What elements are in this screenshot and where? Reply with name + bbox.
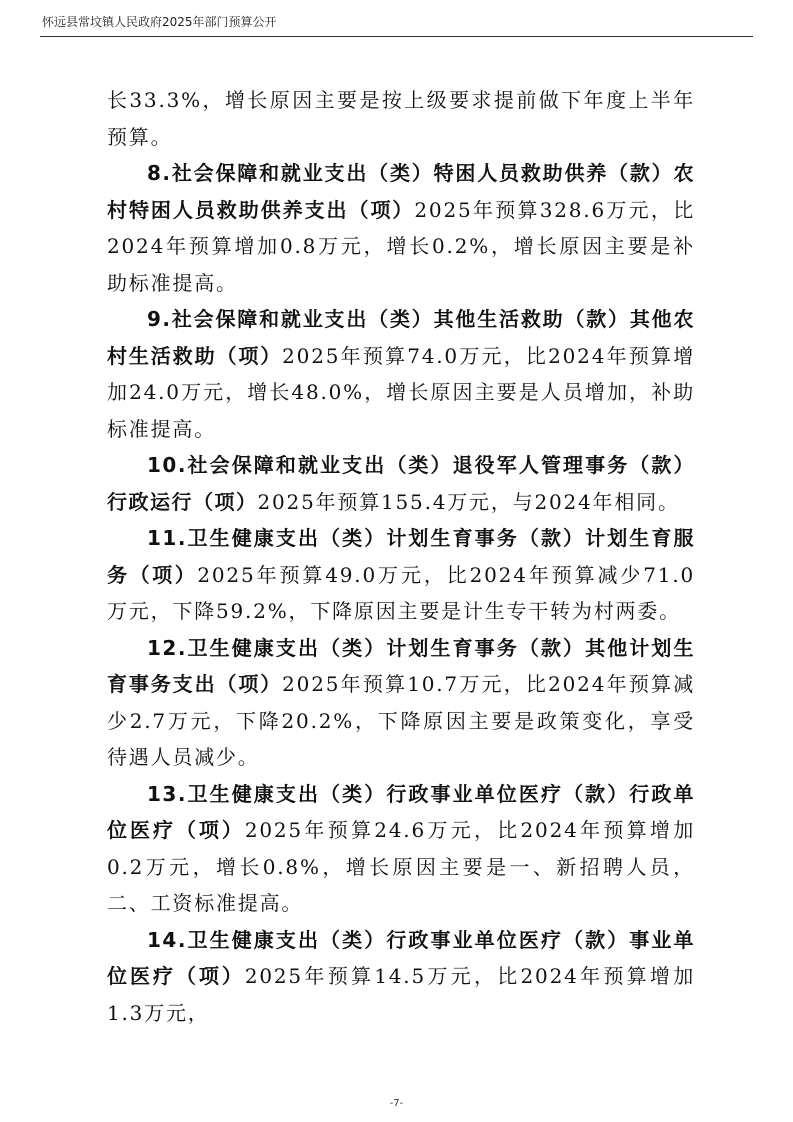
document-body: [107, 82, 695, 1031]
paragraph-text: 2025年预算74.0万元，比2024年预算增加24.0万元，增长48.0%，增长原因主要是人员增加，补助标准提高。: [107, 343, 696, 441]
header-divider: [40, 36, 753, 37]
paragraph-item-9: [107, 301, 695, 447]
page-number: -7-: [389, 1098, 404, 1109]
item-heading: 11.卫生健康支出（类）计划生育事务（款）计划生育服务（项）: [107, 526, 695, 587]
item-heading: 8.社会保障和就业支出（类）特困人员救助供养（款）农村特困人员救助供养支出（项）: [107, 161, 695, 222]
paragraph-item-14: [107, 922, 695, 1032]
paragraph-item-10: [107, 447, 695, 520]
page-header: [40, 14, 753, 37]
item-heading: 13.卫生健康支出（类）行政事业单位医疗（款）行政单位医疗（项）: [107, 781, 695, 842]
paragraph-text: 2025年预算24.6万元，比2024年预算增加0.2万元，增长0.8%，增长原因主要是一、新招聘人员，二、工资标准提高。: [107, 818, 695, 915]
item-heading: 14.卫生健康支出（类）行政事业单位医疗（款）事业单位医疗（项）: [107, 927, 695, 988]
paragraph-text: 长33.3%，增长原因主要是按上级要求提前做下年度上半年预算。: [107, 88, 695, 149]
paragraph-continuation: [107, 82, 695, 155]
paragraph-text: 2025年预算328.6万元，比2024年预算增加0.8万元，增长0.2%，增长原因主要是补助标准提高。: [107, 197, 695, 295]
paragraph-text: 2025年预算155.4万元，与2024年相同。: [257, 489, 680, 514]
item-heading: 10.社会保障和就业支出（类）退役军人管理事务（款）行政运行（项）: [107, 453, 695, 514]
paragraph-item-11: [107, 520, 695, 630]
page-footer: [0, 1098, 793, 1109]
paragraph-text: 2025年预算14.5万元，比2024年预算增加1.3万元，: [107, 964, 695, 1025]
paragraph-text: 2025年预算49.0万元，比2024年预算减少71.0万元，下降59.2%，下降原因主要是计生专干转为村两委。: [107, 562, 696, 623]
paragraph-text: 2025年预算10.7万元，比2024年预算减少2.7万元，下降20.2%，下降原因主要是政策变化，享受待遇人员减少。: [107, 672, 696, 769]
item-heading: 9.社会保障和就业支出（类）其他生活救助（款）其他农村生活救助（项）: [107, 307, 695, 368]
paragraph-item-12: [107, 630, 695, 776]
paragraph-item-8: [107, 155, 695, 301]
paragraph-item-13: [107, 776, 695, 922]
document-title: 怀远县常坟镇人民政府2025年部门预算公开: [42, 15, 277, 29]
item-heading: 12.卫生健康支出（类）计划生育事务（款）其他计划生育事务支出（项）: [107, 635, 695, 696]
